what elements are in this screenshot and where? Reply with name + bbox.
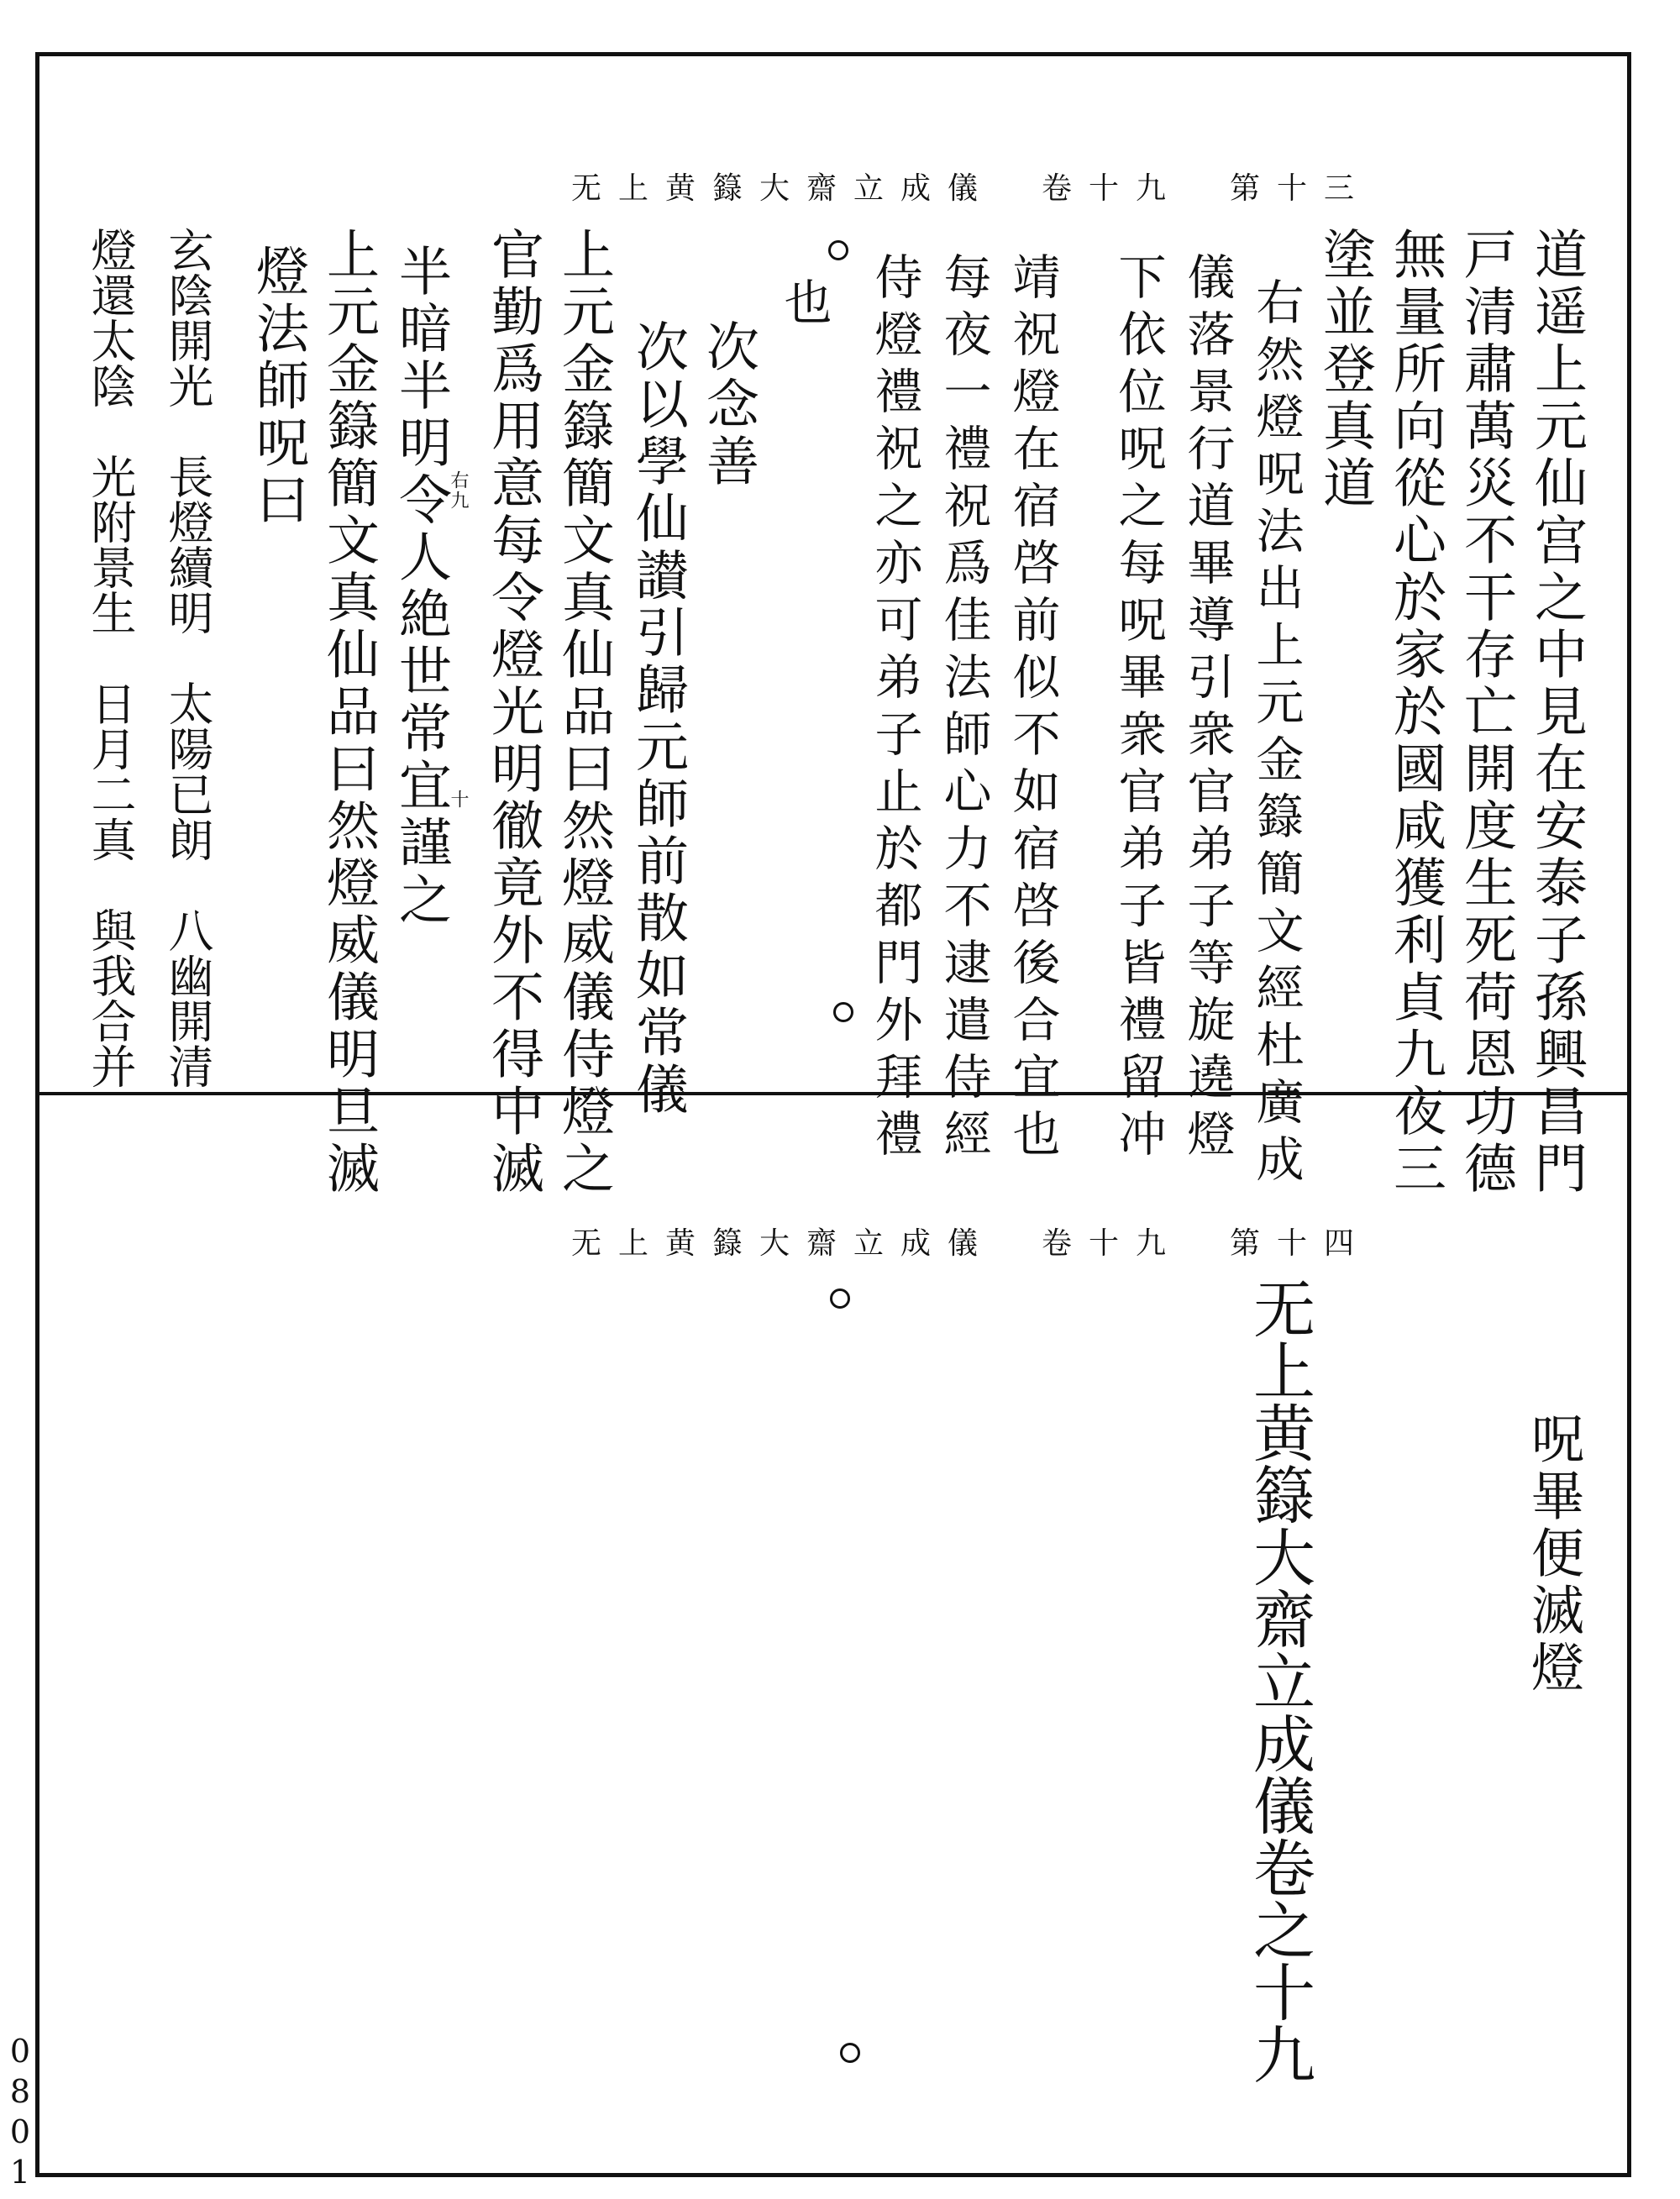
- text-column: 儀落景行道畢導引衆官弟子等旋遶燈: [1179, 252, 1235, 1166]
- text-column: 也: [776, 277, 832, 334]
- text-column: 玄陰開光 長燈續明 太陽已朗 八幽開清: [161, 227, 214, 1089]
- text-column: 次念善: [698, 319, 759, 491]
- text-column: 半暗半明令人絶世常宜謹之: [391, 244, 452, 929]
- text-column: 戸清肅萬災不干存亡開度生死荷恩功德: [1456, 227, 1517, 1198]
- text-column: 塗並登真道: [1315, 227, 1376, 512]
- text-column: 呪畢便滅燈: [1523, 1411, 1584, 1697]
- text-column: 下依位呪之每呪畢衆官弟子皆禮留冲: [1110, 252, 1166, 1166]
- text-column: 燈還太陰 光附景生 日月二真 與我合并: [84, 227, 137, 1089]
- circle-mark: [830, 1288, 850, 1309]
- text-column: 次以學仙讃引歸元師前散如常儀: [627, 319, 689, 1119]
- lower-page-header: 无上黄籙大齋立成儀 卷十九 第十四: [571, 1226, 1372, 1261]
- circle-mark: [833, 1002, 853, 1022]
- text-column: 上元金籙簡文真仙品曰然燈威儀侍燈之: [554, 227, 615, 1198]
- circle-mark: [840, 2043, 860, 2063]
- margin-note: 右九: [448, 470, 469, 511]
- text-column: 燈法師呪曰: [248, 244, 309, 529]
- text-column: 道遥上元仙宫之中見在安泰子孫興昌門: [1526, 227, 1588, 1198]
- text-column: 靖祝燈在宿啓前似不如宿啓後合宜也: [1005, 252, 1060, 1166]
- page-number: 0801: [2, 2033, 39, 2194]
- text-column: 每夜一禮祝爲佳法師心力不逮遣侍經: [936, 252, 991, 1166]
- chapter-title: 无上黄籙大齋立成儀卷之十九: [1243, 1277, 1315, 2085]
- text-column: 右然燈呪法出上元金籙簡文經杜廣成: [1248, 277, 1304, 1191]
- text-column: 侍燈禮祝之亦可弟子止於都門外拜禮: [867, 252, 922, 1166]
- upper-page-header: 无上黄籙大齋立成儀 卷十九 第十三: [571, 171, 1372, 206]
- text-column: 無量所向從心於家於國咸獲利貞九夜三: [1385, 227, 1446, 1198]
- circle-mark: [828, 240, 848, 260]
- margin-note: 十: [448, 790, 469, 810]
- text-column: 上元金籙簡文真仙品曰然燈威儀明旦滅: [318, 227, 380, 1198]
- text-column: 官勤爲用意每令燈光明徹竟外不得中滅: [483, 227, 544, 1198]
